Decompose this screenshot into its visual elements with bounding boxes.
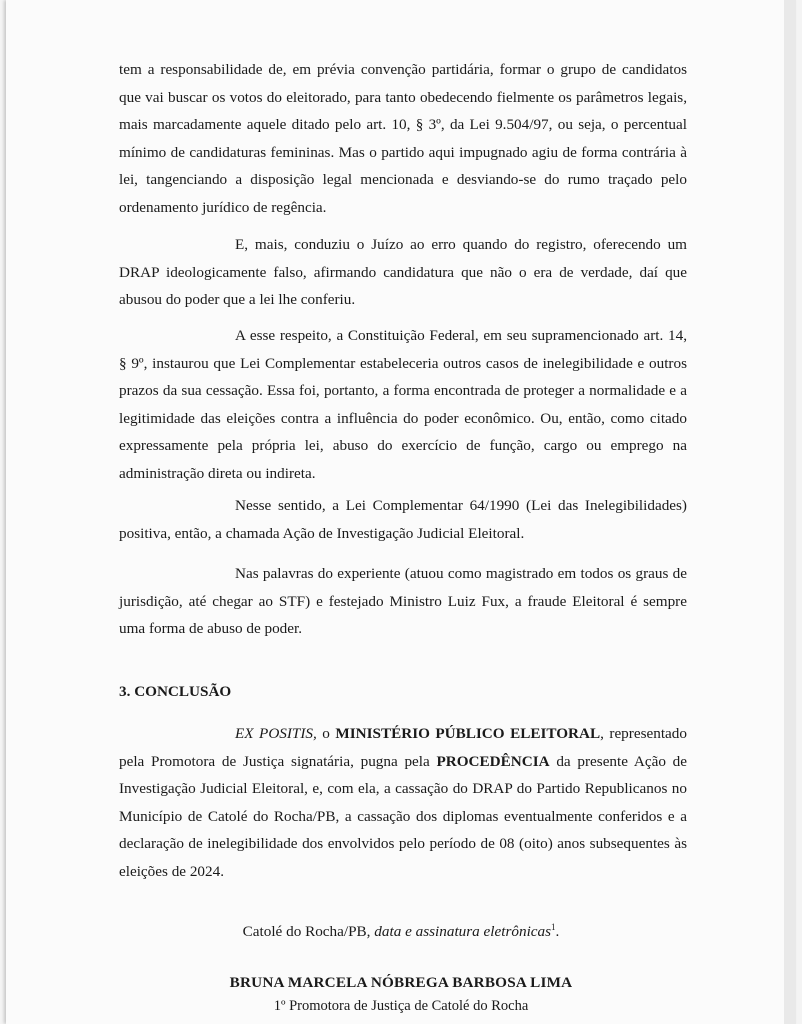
date-note: data e assinatura eletrônicas: [374, 923, 552, 941]
paragraph-conclusion: [119, 720, 687, 885]
place-date-line: [6, 922, 796, 941]
paragraph-constitution: A esse respeito, a Constituição Federal, em seu supramencionado art. 14, § 9º, instaurou que Lei Complementar estabeleceria outros casos de inelegibilidade e outros prazos da sua cessação. Essa foi, portanto, a forma encontrada de proteger a normalidade e a legitimidade das eleições contra a influência do poder econômico. Ou, então, como citado expressamente pela própria lei, abuso do exercício de função, cargo ou emprego na administração direta ou indireta.: [119, 327, 687, 482]
conclusion-text-2: , representado pela Promotora de Justiça signatária, pugna pela: [119, 725, 687, 770]
paragraph-complementary-law: Nesse sentido, a Lei Complementar 64/1990 (Lei das Inelegibilidades) positiva, então, a chamada Ação de Investigação Judicial Eleitoral.: [119, 497, 687, 542]
paragraph-responsibility: tem a responsabilidade de, em prévia convenção partidária, formar o grupo de candidatos que vai buscar os votos do eleitorado, para tanto obedecendo fielmente os parâmetros legais, mais marcadamente aquele ditado pelo art. 10, § 3º, da Lei 9.504/97, ou seja, o percentual mínimo de candidaturas femininas. Mas o partido aqui impugnado agiu de forma contrária à lei, tangenciando a disposição legal mencionada e desviando-se do rumo traçado pelo ordenamento jurídico de regência.: [119, 61, 687, 216]
page-edge: [784, 0, 796, 1024]
document-page: [6, 0, 796, 1024]
conclusion-text-1: o: [316, 725, 336, 742]
footnote-marker[interactable]: 1: [551, 922, 556, 932]
section-heading-conclusion: 3. CONCLUSÃO: [119, 683, 232, 700]
organization-name: MINISTÉRIO PÚBLICO ELEITORAL: [335, 725, 601, 742]
signer-name: BRUNA MARCELA NÓBREGA BARBOSA LIMA: [229, 974, 573, 991]
date-end: .: [555, 923, 560, 941]
signer-role: 1º Promotora de Justiça de Catolé do Rocha: [273, 998, 529, 1014]
paragraph-drap: E, mais, conduziu o Juízo ao erro quando do registro, oferecendo um DRAP ideologicamente falso, afirmando candidatura que não o era de verdade, daí que abusou do poder que a lei lhe conferiu.: [119, 236, 687, 308]
procedencia-term: PROCEDÊNCIA: [436, 752, 550, 770]
conclusion-text-3: da presente Ação de Investigação Judicial Eleitoral, e, com ela, a cassação do DRAP do Partido Republicanos no Município de Catolé do Rocha/PB, a cassação dos diplomas eventualmente conferidos e a declaração de inelegibilidade dos envolvidos pelo período de 08 (oito) anos subsequentes às eleições de 2024.: [119, 752, 687, 880]
paragraph-fux-quote: Nas palavras do experiente (atuou como magistrado em todos os graus de jurisdição, até chegar ao STF) e festejado Ministro Luiz Fux, a fraude Eleitoral é sempre uma forma de abuso de poder.: [119, 565, 687, 637]
place-text: Catolé do Rocha/PB,: [242, 923, 375, 941]
latin-phrase: EX POSITIS,: [235, 725, 317, 742]
